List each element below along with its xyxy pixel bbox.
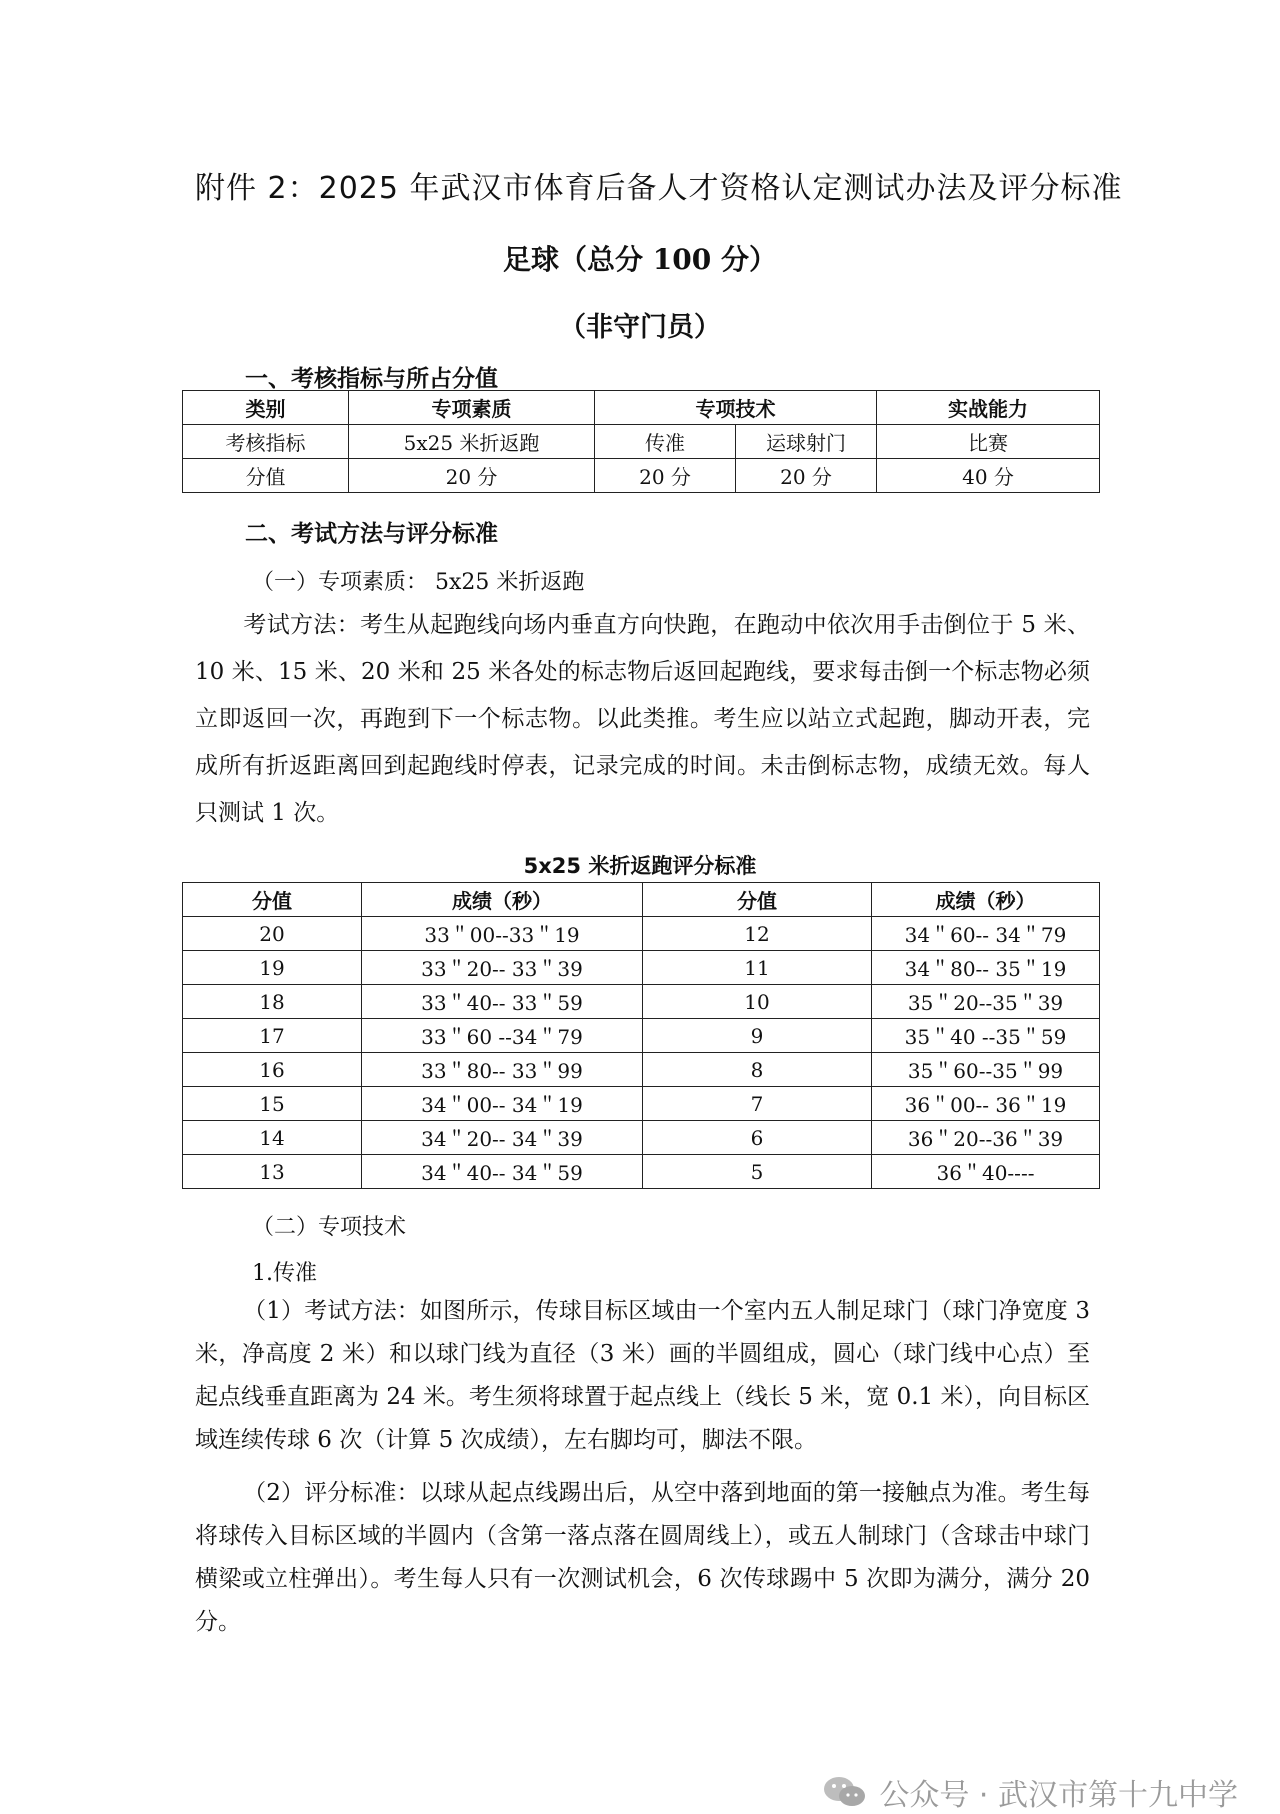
table-cell: 33＂60 --34＂79 [362,1019,643,1053]
sub1-paragraph [195,602,1090,837]
table-cell: 35＂60--35＂99 [872,1053,1100,1087]
table-row [183,1053,1100,1087]
sport-subtitle: 足球（总分 100 分） [503,243,777,276]
table-cell: 34＂00-- 34＂19 [362,1087,643,1121]
table-cell: 35＂20--35＂39 [872,985,1100,1019]
item1-paragraph1-text: （1）考试方法：如图所示，传球目标区域由一个室内五人制足球门（球门净宽度 3 米，净高度 2 米）和以球门线为直径（3 米）画的半圆组成，圆心（球门线中心点）至起点线垂直距离为 24 米。考生须将球置于起点线上（线长 5 米，宽 0.1 米），向目标区域连续传球 6 次（计算 5 次成绩），左右脚均可，脚法不限。 [195,1298,1090,1453]
table-cell: 11 [643,951,872,985]
table-cell: 8 [643,1053,872,1087]
table-cell: 19 [183,951,362,985]
table-cell: 36＂20--36＂39 [872,1121,1100,1155]
table-row [183,951,1100,985]
table-cell: 36＂40---- [872,1155,1100,1189]
table-cell: 分值 [183,459,349,493]
table-row [183,1019,1100,1053]
sub2-heading: （二）专项技术 [252,1215,407,1240]
watermark [821,1770,1238,1814]
table-cell: 运球射门 [736,425,877,459]
role-subtitle: （非守门员） [559,312,721,343]
table-cell: 9 [643,1019,872,1053]
score-table [182,882,1100,1189]
table-cell: 34＂80-- 35＂19 [872,951,1100,985]
wechat-icon [821,1775,867,1809]
table-header-cell: 分值 [643,883,872,917]
table-cell: 33＂80-- 33＂99 [362,1053,643,1087]
table-header-cell: 专项技术 [595,391,877,425]
table-cell: 6 [643,1121,872,1155]
score-table-caption: 5x25 米折返跑评分标准 [523,854,757,878]
table-cell: 17 [183,1019,362,1053]
item1-paragraph1 [195,1290,1090,1462]
table-cell: 12 [643,917,872,951]
table-cell: 35＂40 --35＂59 [872,1019,1100,1053]
section1-heading: 一、考核指标与所占分值 [245,366,498,392]
table-cell: 33＂00--33＂19 [362,917,643,951]
table-header-cell: 实战能力 [877,391,1100,425]
table-cell: 18 [183,985,362,1019]
table-cell: 40 分 [877,459,1100,493]
table-cell: 考核指标 [183,425,349,459]
table-cell: 传准 [595,425,736,459]
table-row [183,459,1100,493]
table-header-cell: 成绩（秒） [872,883,1100,917]
table-header-cell: 专项素质 [349,391,595,425]
table-cell: 34＂20-- 34＂39 [362,1121,643,1155]
table-cell: 5 [643,1155,872,1189]
table-cell: 20 分 [736,459,877,493]
table-header-cell: 分值 [183,883,362,917]
table-header-cell: 成绩（秒） [362,883,643,917]
item1-paragraph2 [195,1472,1090,1644]
table-row [183,985,1100,1019]
table-cell: 16 [183,1053,362,1087]
table-header-cell: 类别 [183,391,349,425]
table-cell: 10 [643,985,872,1019]
table-cell: 7 [643,1087,872,1121]
table-row [183,1121,1100,1155]
table-cell: 15 [183,1087,362,1121]
table-cell: 14 [183,1121,362,1155]
table-cell: 34＂40-- 34＂59 [362,1155,643,1189]
item1-paragraph2-text: （2）评分标准：以球从起点线踢出后，从空中落到地面的第一接触点为准。考生每将球传入目标区域的半圆内（含第一落点落在圆周线上），或五人制球门（含球击中球门横梁或立柱弹出）。考生每人只有一次测试机会，6 次传球踢中 5 次即为满分，满分 20 分。 [195,1480,1090,1635]
table-cell: 36＂00-- 36＂19 [872,1087,1100,1121]
sub1-heading: （一）专项素质： 5x25 米折返跑 [252,570,585,595]
sub1-paragraph-text: 考试方法：考生从起跑线向场内垂直方向快跑，在跑动中依次用手击倒位于 5 米、10 米、15 米、20 米和 25 米各处的标志物后返回起跑线，要求每击倒一个标志物必须立即返回一次，再跑到下一个标志物。以此类推。考生应以站立式起跑，脚动开表，完成所有折返距离回到起跑线时停表，记录完成的时间。未击倒标志物，成绩无效。每人只测试 1 次。 [195,612,1090,826]
table-header-row [183,883,1100,917]
table-cell: 5x25 米折返跑 [349,425,595,459]
table-cell: 比赛 [877,425,1100,459]
document-title: 附件 2：2025 年武汉市体育后备人才资格认定测试办法及评分标准 [195,171,1123,206]
section2-heading: 二、考试方法与评分标准 [245,521,498,547]
watermark-text: 公众号 · 武汉市第十九中学 [879,1778,1238,1813]
table-row [183,1087,1100,1121]
item1-heading: 1.传准 [252,1261,317,1286]
table-cell: 20 分 [349,459,595,493]
table-cell: 33＂20-- 33＂39 [362,951,643,985]
table-row [183,917,1100,951]
table-cell: 33＂40-- 33＂59 [362,985,643,1019]
indicator-table [182,390,1100,493]
table-header-row [183,391,1100,425]
table-row [183,1155,1100,1189]
table-cell: 34＂60-- 34＂79 [872,917,1100,951]
table-cell: 20 分 [595,459,736,493]
table-row [183,425,1100,459]
table-cell: 13 [183,1155,362,1189]
table-cell: 20 [183,917,362,951]
